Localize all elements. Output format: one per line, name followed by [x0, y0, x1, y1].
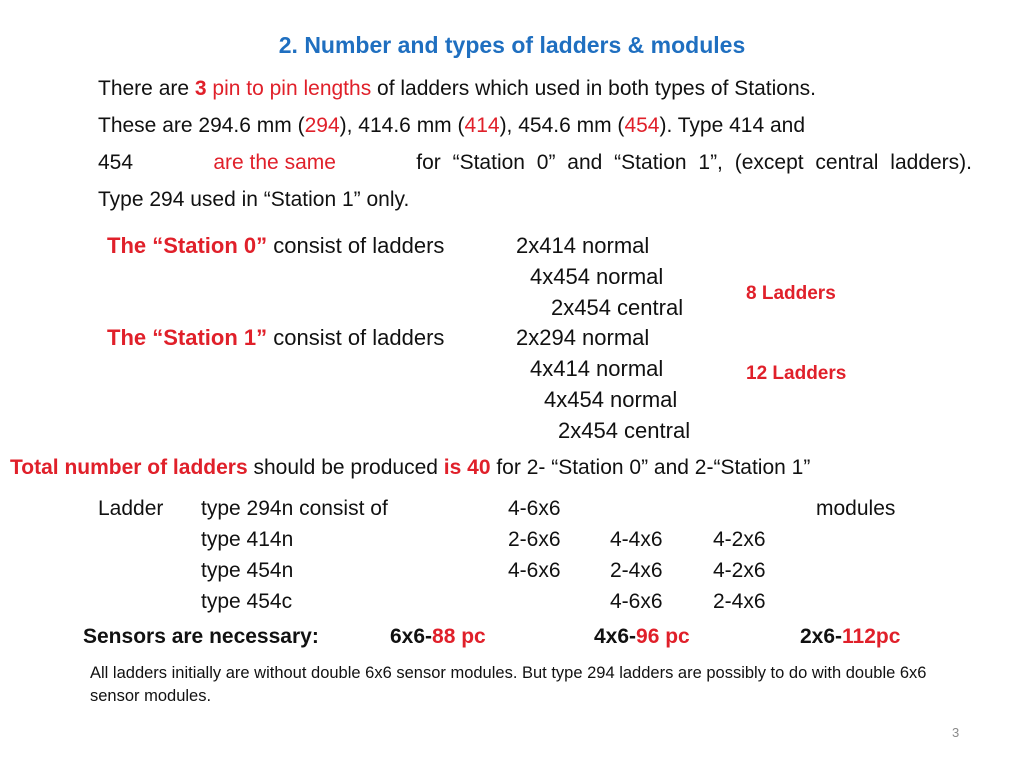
- station1-consist: consist of ladders: [267, 325, 445, 350]
- total-text: for 2- “Station 0” and 2-“Station 1”: [490, 456, 811, 479]
- station1-label: The “Station 1”: [107, 325, 268, 350]
- sensor-6x6: [390, 625, 486, 649]
- page-number: 3: [952, 725, 960, 740]
- intro-line-2: [98, 107, 805, 144]
- intro-line-1: [98, 70, 816, 107]
- station0-item: 2x414 normal: [516, 233, 650, 258]
- total-text: should be produced: [247, 456, 444, 479]
- module-type: type 414n: [201, 528, 294, 551]
- total-value: is 40: [443, 456, 491, 479]
- module-cell: 2-6x6: [508, 528, 561, 551]
- footnote: All ladders initially are without double 6x6 sensor modules. But type 294 ladders are possibly to do with double 6x6 sensor modules.: [90, 664, 927, 705]
- station0-item: 2x454 central: [551, 295, 684, 320]
- intro-highlight: are the same: [213, 151, 336, 174]
- module-cell: 4-2x6: [713, 528, 766, 551]
- module-cell: 2-4x6: [610, 559, 663, 582]
- sensor-type: 4x6-: [594, 625, 637, 648]
- module-cell: 4-2x6: [713, 559, 766, 582]
- station0-item: 4x454 normal: [530, 264, 664, 289]
- station1-heading: [107, 325, 444, 351]
- module-cell: 4-4x6: [610, 528, 663, 551]
- station0-consist: consist of ladders: [267, 233, 445, 258]
- intro-highlight: 454: [624, 114, 660, 137]
- intro-line-4: Type 294 used in “Station 1” only.: [98, 188, 410, 211]
- station0-label: The “Station 0”: [107, 233, 268, 258]
- sensor-4x6: [594, 625, 690, 649]
- intro-text: 454: [98, 151, 134, 174]
- intro-text: for “Station 0” and “Station 1”, (except central ladders).: [416, 151, 972, 174]
- module-type: type 454n: [201, 559, 294, 582]
- total-label: Total number of ladders: [10, 456, 248, 479]
- intro-highlight: pin to pin lengths: [206, 77, 372, 100]
- intro-text: of ladders which used in both types of Stations.: [371, 77, 816, 100]
- modules-label: modules: [816, 497, 896, 520]
- intro-line-3: [98, 144, 972, 181]
- station1-count: 12 Ladders: [746, 363, 847, 384]
- intro-text: ). Type 414 and: [659, 114, 806, 137]
- module-cell: 2-4x6: [713, 590, 766, 613]
- station0-heading: [107, 233, 444, 259]
- intro-text: ), 454.6 mm (: [499, 114, 625, 137]
- module-cell: 4-6x6: [508, 559, 561, 582]
- total-line: [10, 456, 810, 480]
- module-cell: 4-6x6: [508, 497, 561, 520]
- sensor-type: 6x6-: [390, 625, 433, 648]
- intro-text: There are: [98, 77, 195, 100]
- sensor-count: 88 pc: [432, 625, 486, 648]
- station1-item: 2x454 central: [558, 418, 691, 443]
- sensor-2x6: [800, 625, 900, 649]
- intro-text: These are 294.6 mm (: [98, 114, 305, 137]
- intro-highlight: 414: [464, 114, 500, 137]
- station1-item: 4x414 normal: [530, 356, 664, 381]
- station0-count: 8 Ladders: [746, 283, 836, 304]
- sensor-type: 2x6-: [800, 625, 843, 648]
- station1-item: 4x454 normal: [544, 387, 678, 412]
- module-cell: 4-6x6: [610, 590, 663, 613]
- intro-highlight: 294: [304, 114, 340, 137]
- intro-number: 3: [194, 77, 207, 100]
- sensors-label: Sensors are necessary:: [83, 625, 319, 648]
- page-title: 2. Number and types of ladders & modules: [278, 32, 746, 58]
- sensor-count: 96 pc: [636, 625, 690, 648]
- sensor-count: 112pc: [842, 625, 901, 648]
- intro-text: ), 414.6 mm (: [339, 114, 465, 137]
- module-type: type 294n consist of: [201, 497, 388, 520]
- module-type: type 454c: [201, 590, 293, 613]
- station1-item: 2x294 normal: [516, 325, 650, 350]
- ladder-label: Ladder: [98, 497, 164, 520]
